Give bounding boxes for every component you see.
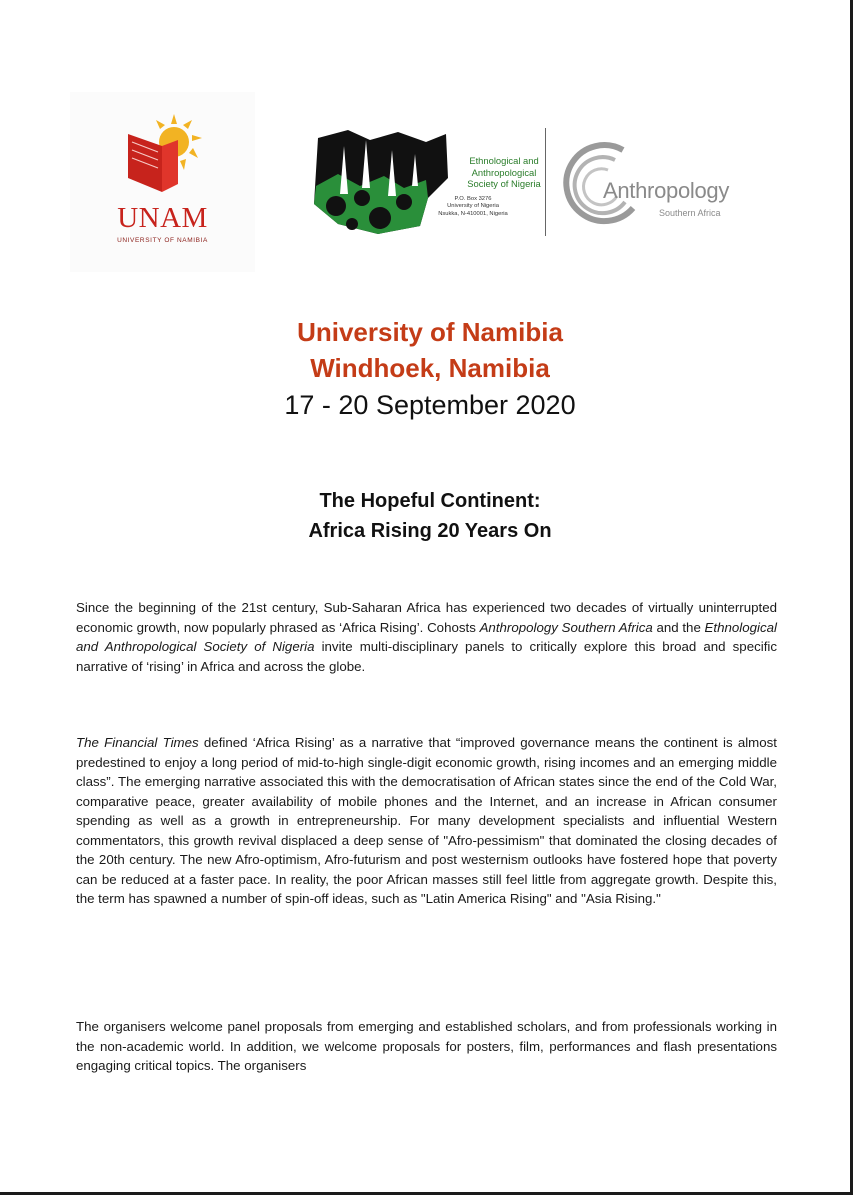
conference-dates: 17 - 20 September 2020: [284, 390, 576, 420]
asa-name: Anthropology: [603, 178, 730, 203]
asa-logo: [553, 138, 773, 233]
eans-name: Ethnological and Anthropological Society of Nigeria: [467, 155, 541, 189]
venue-line-2: Windhoek, Namibia: [310, 353, 550, 383]
unam-logo: [70, 92, 255, 272]
logo-divider: [545, 128, 546, 236]
conference-title: [0, 486, 860, 546]
venue-heading: [0, 314, 860, 386]
unam-wordmark: UNAM: [117, 202, 208, 234]
asa-subtitle: Southern Africa: [659, 208, 721, 218]
paragraph-organisers: The organisers welcome panel proposals from emerging and established scholars, and from professionals working in the non-academic world. In addition, we welcome proposals for posters, film, performances and flash presentations engaging critical topics. The organisers: [76, 1019, 777, 1073]
eans-logo: [308, 126, 553, 236]
unam-book-sun-icon: [122, 112, 204, 202]
title-line-2: Africa Rising 20 Years On: [308, 520, 552, 542]
eans-address: P.O. Box 3276 University of Nigeria Nsukka, N-410001, Nigeria: [438, 196, 508, 217]
venue-line-1: University of Namibia: [297, 317, 563, 347]
paragraph-intro: Since the beginning of the 21st century, Sub-Saharan Africa has experienced two decades of virtually uninterrupted economic growth, now popularly phrased as ‘Africa Rising’. Cohosts Anthropology Southern Africa and the Ethnological and Anthropological Society of Nigeria invite multi-disciplinary panels to critically explore this broad and specific narrative of ‘rising’ in Africa and across the globe.: [76, 600, 777, 674]
title-line-1: The Hopeful Continent:: [319, 490, 541, 512]
paragraph-financial-times: The Financial Times defined ‘Africa Rising’ as a narrative that “improved governance means the continent is almost predestined to enjoy a long period of mid-to-high single-digit economic growth, rising incomes and an emerging middle class”. The emerging narrative associated this with the democratisation of African states since the end of the Cold War, comparative peace, greater availability of mobile phones and the Internet, and an increase in African consumer spending as well as a growth in entrepreneurship. For many development specialists and influential Western commentators, this growth revival displaced a deep sense of "Afro-pessimism" that dominated the closing decades of the 20th century. The new Afro-optimism, Afro-futurism and post westernism outlooks have fostered hope that poverty can be reduced at a faster pace. In reality, the poor African masses still feel little from aggregate growth. Despite this, the term has spawned a number of spin-off ideas, such as "Latin America Rising" and "Asia Rising.": [76, 735, 777, 906]
eans-map-icon: [308, 126, 458, 236]
unam-subtitle: UNIVERSITY OF NAMIBIA: [117, 237, 208, 244]
